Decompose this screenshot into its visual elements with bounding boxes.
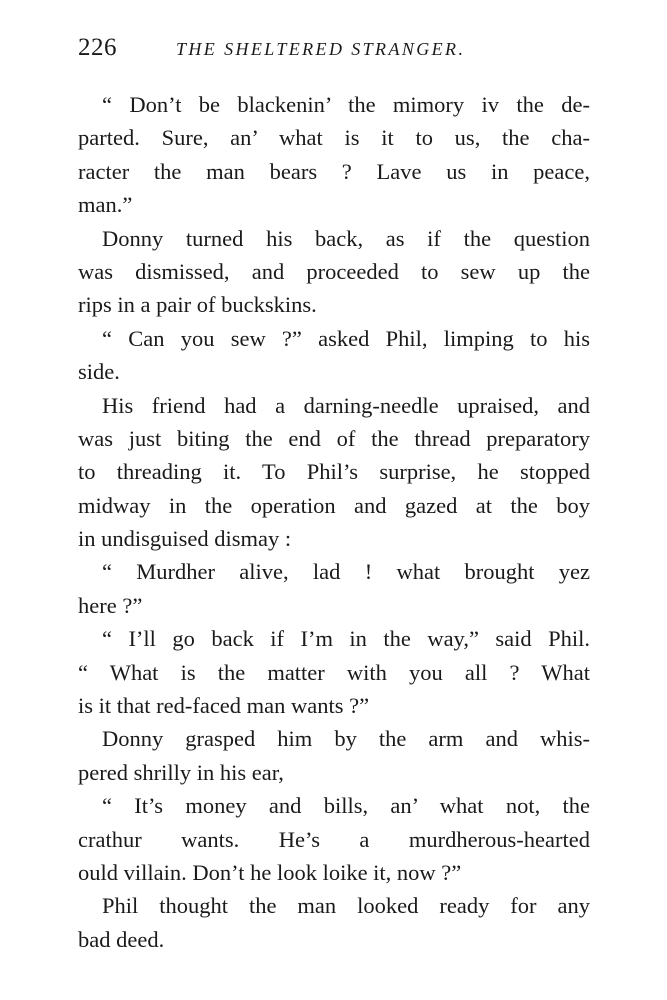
text-line: “ Murdher alive, lad ! what brought yez (102, 559, 590, 585)
text-line: “ It’s money and bills, an’ what not, the (102, 793, 590, 819)
body-text (78, 88, 590, 956)
text-line: ould villain. Don’t he look loike it, now ?” (78, 859, 462, 885)
text-line: rips in a pair of buckskins. (78, 292, 317, 318)
text-line: pered shrilly in his ear, (78, 759, 284, 785)
running-title: THE SHELTERED STRANGER. (176, 39, 466, 59)
text-line: man.” (78, 192, 133, 218)
text-line: “ I’ll go back if I’m in the way,” said Phil. (102, 626, 590, 652)
text-line: here ?” (78, 592, 143, 618)
text-line: side. (78, 359, 120, 385)
text-line: midway in the operation and gazed at the boy (78, 492, 590, 518)
text-line: “ What is the matter with you all ? What (78, 659, 590, 685)
text-line: was dismissed, and proceeded to sew up the (78, 258, 590, 284)
text-line: crathur wants. He’s a murdherous-hearted (78, 826, 590, 852)
text-line: Donny grasped him by the arm and whis- (102, 726, 590, 752)
text-line: “ Can you sew ?” asked Phil, limping to his (102, 325, 590, 351)
text-line: parted. Sure, an’ what is it to us, the cha- (78, 125, 590, 151)
page-header (78, 34, 590, 74)
text-line: Phil thought the man looked ready for any (102, 893, 590, 919)
page-number: 226 (78, 34, 117, 61)
text-line: to threading it. To Phil’s surprise, he stopped (78, 459, 590, 485)
text-line: bad deed. (78, 926, 165, 952)
text-line: is it that red-faced man wants ?” (78, 693, 370, 719)
text-line: in undisguised dismay : (78, 526, 292, 552)
text-line: racter the man bears ? Lave us in peace, (78, 158, 590, 184)
text-line: His friend had a darning-needle upraised, and (102, 392, 590, 418)
text-line: was just biting the end of the thread preparatory (78, 425, 590, 451)
text-line: “ Don’t be blackenin’ the mimory iv the de- (102, 92, 590, 117)
text-line: Donny turned his back, as if the question (102, 225, 590, 251)
